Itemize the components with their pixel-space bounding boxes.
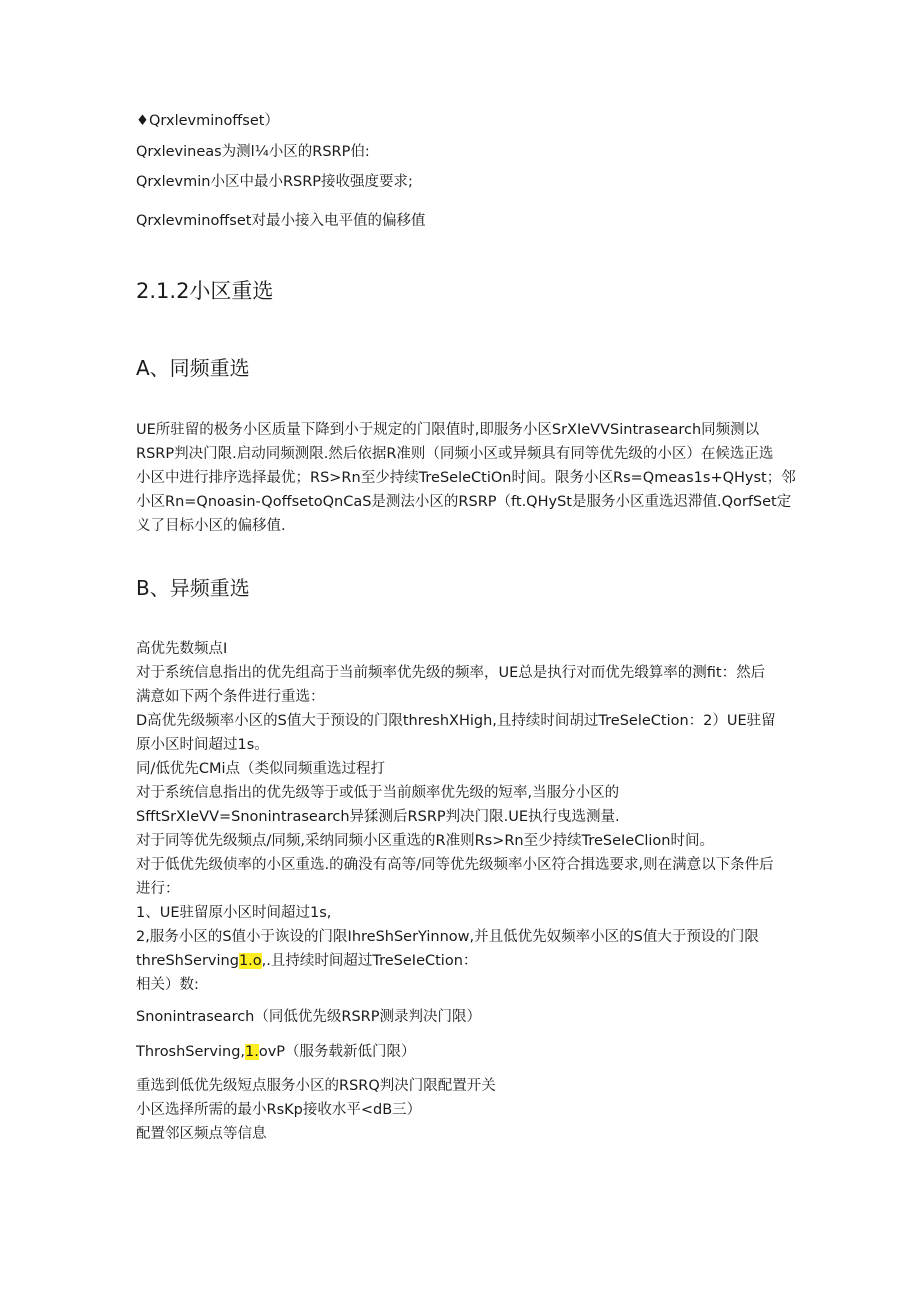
param-line-qrxlevmin: Qrxlevmin小区中最小RSRP接收强度要求; [136, 174, 413, 190]
para-b-line: SfftSrXIeVV=Snonintrasearch异猱测后RSRP判决门限.UE执行曳选测量. [136, 809, 620, 825]
para-intra-freq [136, 418, 796, 538]
param-line-qrxlevmeas: Qrxlevineas为测l¼小区的RSRP伯: [136, 144, 370, 160]
thresh-low-text: ThroshServing, [136, 1044, 246, 1060]
sub-a-title: A、同频重选 [136, 356, 250, 380]
para-b-line: 对于低优先级侦率的小区重选.的确没有高等/同等优先级频率小区符合揖选要求,则在满意以下条件后 [136, 857, 774, 873]
para-b-line: 对于同等优先级频点/同频,采纳同频小区重选的R准则Rs>Rn至少持续TreSeIeClion时间。 [136, 833, 714, 849]
para-b-line: 同/低优先CMi点（类似同频重选过程打 [136, 761, 386, 777]
thresh-serving-line [136, 949, 786, 973]
para-b-line: 满意如下两个条件进行重选： [136, 689, 325, 705]
tail-line: 重选到低优先级短点服务小区的RSRQ判决门限配置开关 [136, 1078, 496, 1094]
tail-lines [136, 1074, 786, 1146]
para-a-line: RSRP判决门限.启动同频测限.然后依据R准则（同频小区或异频具有同等优先级的小区）在候选正选 [136, 446, 774, 462]
highlighted-value: 1.o [238, 953, 262, 969]
para-b-line: 原小区时间超过1s。 [136, 737, 269, 753]
para-b-line: 对于系统信息指出的优先级等于或低于当前颇率优先级的短率,当服分小区的 [136, 785, 620, 801]
thresh-low-suffix: ovP（服务载新低门限） [258, 1044, 416, 1060]
tail-line: 小区选择所需的最小RsKp接收水平<dB三） [136, 1102, 422, 1118]
para-b-line: 进行： [136, 881, 180, 897]
para-b-line: 高优先数频点I [136, 641, 228, 657]
snonintrasearch-line: Snonintrasearch（同低优先级RSRP测录判决门限） [136, 1009, 481, 1025]
para-inter-freq [136, 637, 786, 997]
para-a-line: 小区Rn=Qnoasin-QoffsetoQnCaS是测法小区的RSRP（ft.QHySt是服务小区重选迟滞值.QorfSet定 [136, 494, 792, 510]
param-line-offset-bullet: ♦Qrxlevminoffset） [136, 113, 279, 129]
related-params-line: 相关）数: [136, 977, 199, 993]
para-a-line: 义了目标小区的偏移值. [136, 518, 286, 534]
para-b-line: 对于系统信息指出的优先组高于当前频率优先级的频率，UE总是执行对而优先缎算率的测fit：然后 [136, 665, 766, 681]
para-b-line: 2,服务小区的S值小于诙设的门限IhreShSerYinnow,并且低优先奴频率小区的S值大于预设的门限 [136, 929, 759, 945]
highlighted-value: 1. [245, 1044, 259, 1060]
sub-b-title: B、异频重选 [136, 576, 250, 600]
para-a-line: UE所驻留的极务小区质量下降到小于规定的门限值时,即服务小区SrXIeVVSintrasearch同频测以 [136, 422, 760, 438]
tail-line: 配置邻区频点等信息 [136, 1126, 267, 1142]
para-b-line: D高优先级频率小区的S值大于预设的门限threshXHigh,且持续时间胡过TreSeleCtion：2）UE驻留 [136, 713, 776, 729]
thresh-serving-text: threShServing [136, 953, 239, 969]
thresh-serving-suffix: ,.且持续时间超过TreSeIeCtion： [261, 953, 478, 969]
param-line-qrxlevminoffset: Qrxlevminoffset对最小接入电平值的偏移值 [136, 213, 426, 229]
thresh-serving-low-line [136, 1041, 416, 1063]
para-a-line: 小区中进行排序选择最优；RS>Rn至少持续TreSeleCtiOn时间。限务小区Rs=Qmeas1s+QHyst；邻 [136, 470, 796, 486]
section-title: 2.1.2小区重选 [136, 279, 274, 303]
para-b-line: 1、UE驻留原小区时间超过1s, [136, 905, 332, 921]
